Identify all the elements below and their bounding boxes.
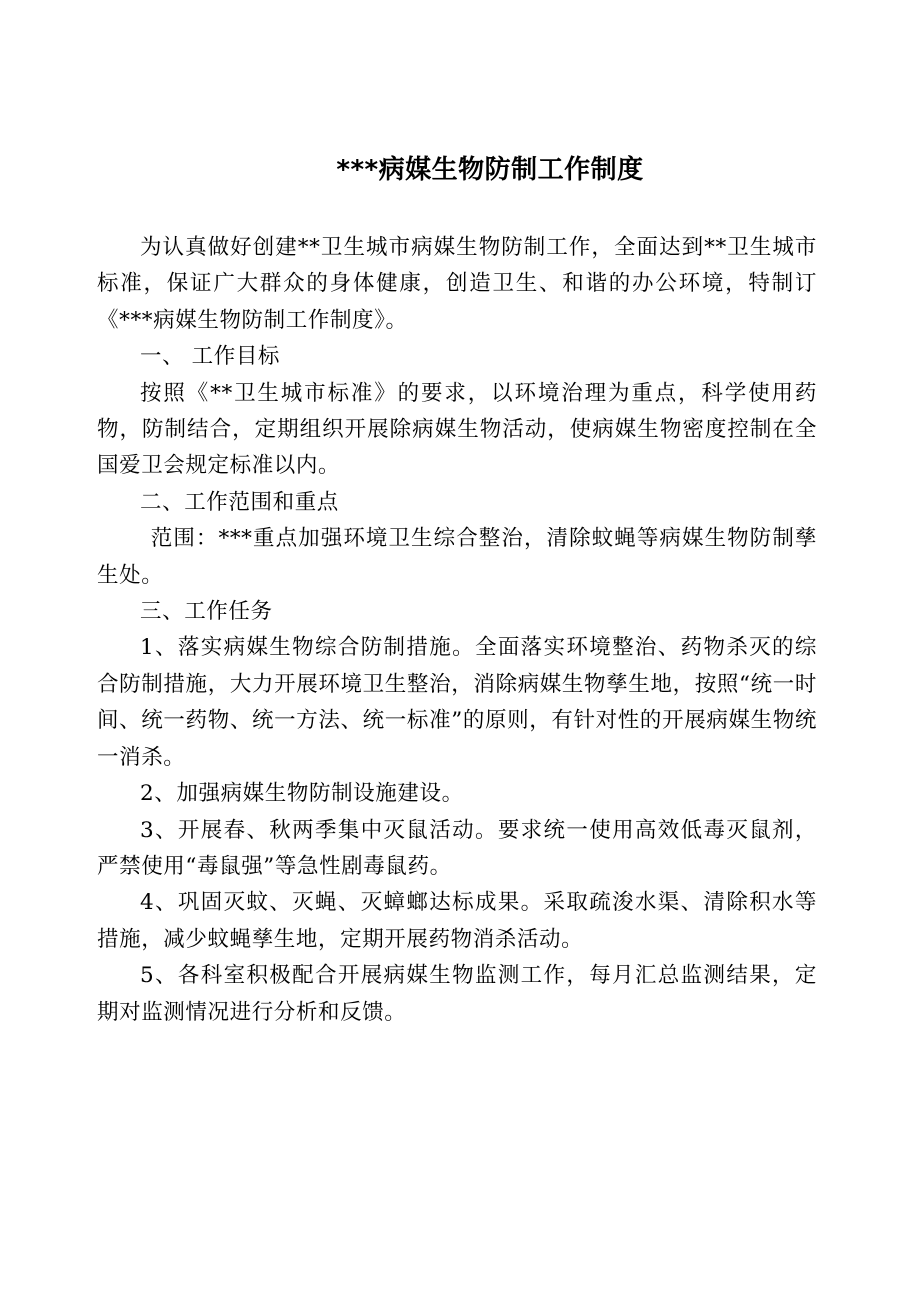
task-item-3: 3、开展春、秋两季集中灭鼠活动。要求统一使用高效低毒灭鼠剂，严禁使用“毒鼠强”等急性剧毒鼠药。: [97, 817, 817, 879]
document-body: [97, 230, 817, 1031]
task-item-2: 2、加强病媒生物防制设施建设。: [140, 781, 464, 807]
task-item-5: 5、各科室积极配合开展病媒生物监测工作，每月汇总监测结果，定期对监测情况进行分析和反馈。: [97, 963, 817, 1025]
document-title: ***病媒生物防制工作制度: [336, 155, 644, 185]
scope-paragraph: 范围：***重点加强环境卫生综合整治，清除蚊蝇等病媒生物防制孳生处。: [97, 526, 817, 588]
section-heading-scope: 二、工作范围和重点: [140, 489, 339, 515]
section-heading-goals: 一、 工作目标: [140, 344, 281, 370]
goals-paragraph: 按照《**卫生城市标准》的要求，以环境治理为重点，科学使用药物，防制结合，定期组织开展除病媒生物活动，使病媒生物密度控制在全国爱卫会规定标准以内。: [97, 380, 817, 479]
intro-paragraph: 为认真做好创建**卫生城市病媒生物防制工作，全面达到**卫生城市标准，保证广大群众的身体健康，创造卫生、和谐的办公环境，特制订《***病媒生物防制工作制度》。: [97, 235, 817, 333]
task-item-1: 1、落实病媒生物综合防制措施。全面落实环境整治、药物杀灭的综合防制措施，大力开展环境卫生整治，消除病媒生物孳生地，按照“统一时间、统一药物、统一方法、统一标准”的原则，有针对性的开展病媒生物统一消杀。: [97, 635, 817, 770]
section-heading-tasks: 三、工作任务: [140, 599, 273, 625]
task-item-4: 4、巩固灭蚊、灭蝇、灭蟑螂达标成果。采取疏浚水渠、清除积水等措施，减少蚊蝇孳生地，定期开展药物消杀活动。: [97, 890, 817, 952]
